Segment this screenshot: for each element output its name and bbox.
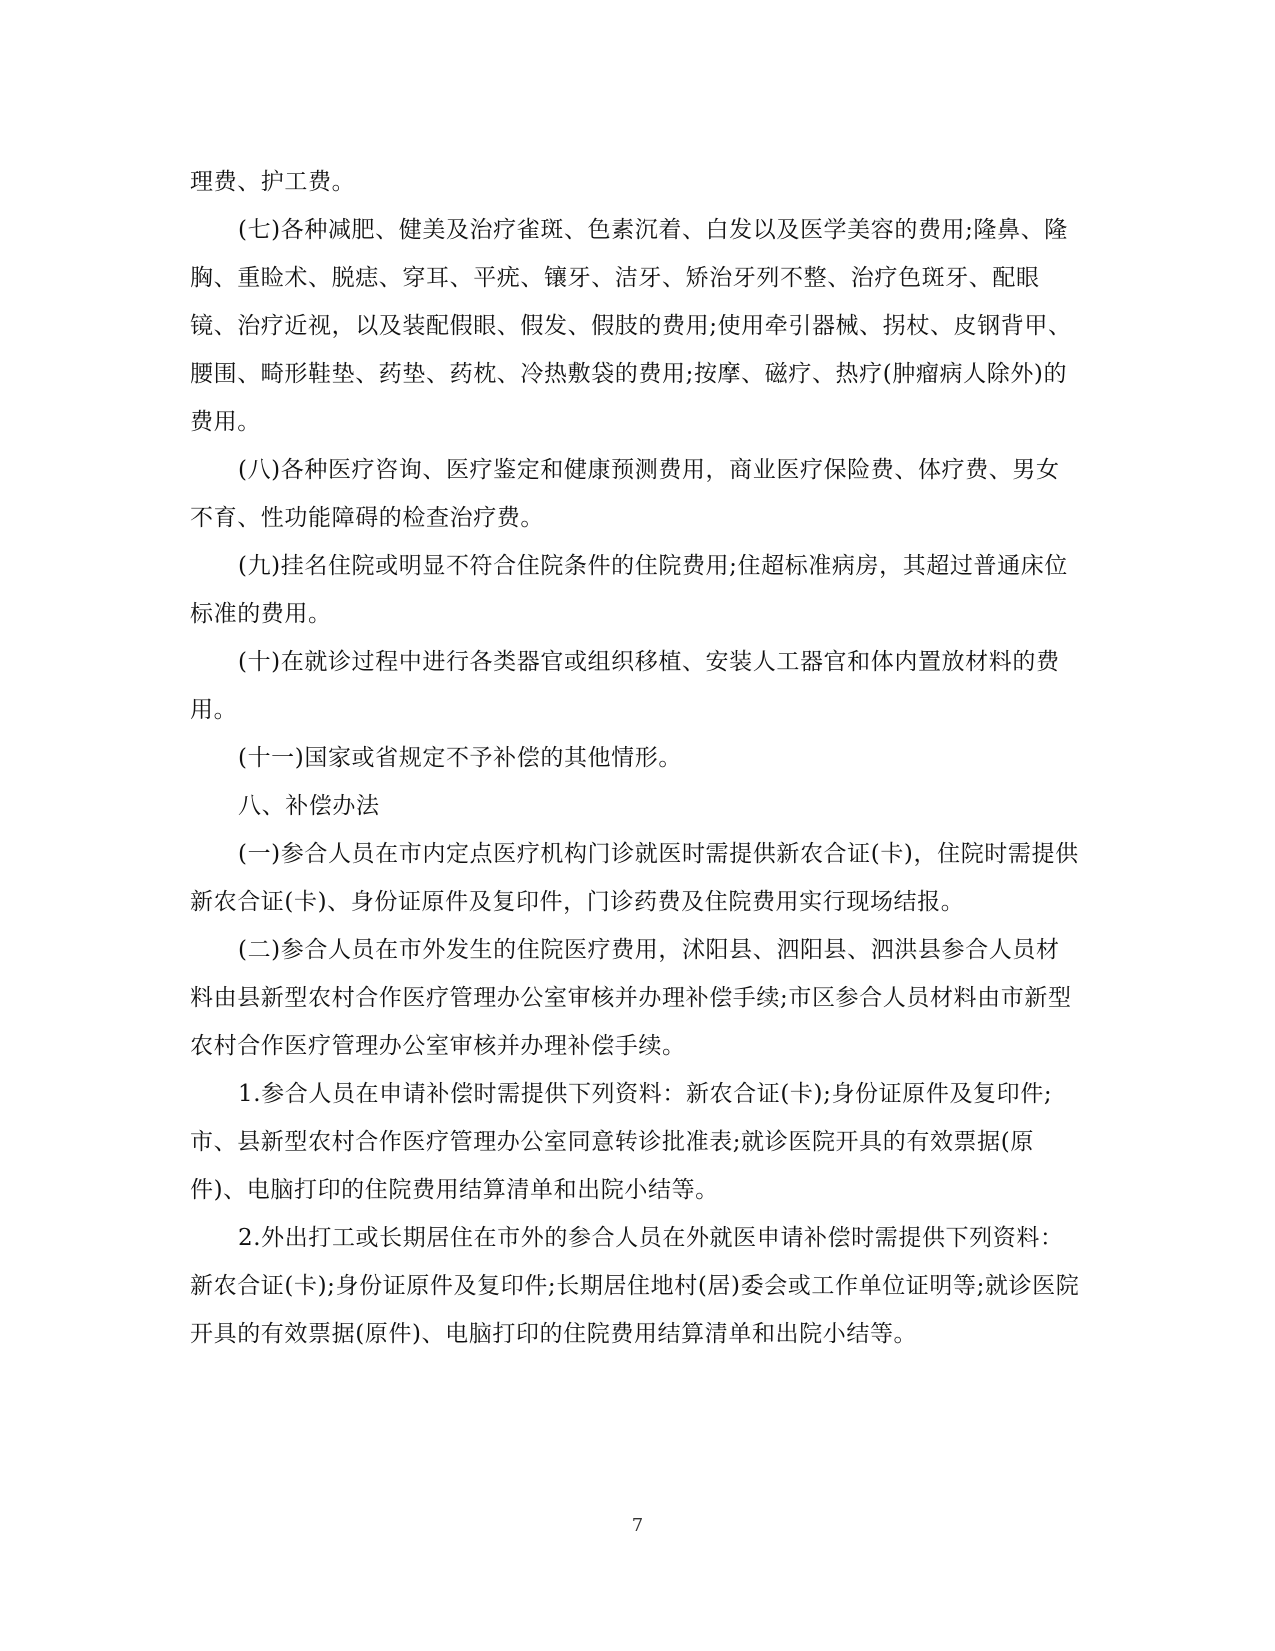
paragraph-comp-2-2: 2.外出打工或长期居住在市外的参合人员在外就医申请补偿时需提供下列资料：新农合证(卡);身份证原件及复印件;长期居住地村(居)委会或工作单位证明等;就诊医院开具的有效票据(原件)、电脑打印的住院费用结算清单和出院小结等。	[190, 1225, 1080, 1347]
paragraph-item-10: (十)在就诊过程中进行各类器官或组织移植、安装人工器官和体内置放材料的费用。	[190, 649, 1060, 723]
paragraph-item-11: (十一)国家或省规定不予补偿的其他情形。	[238, 745, 682, 771]
paragraph-comp-1: (一)参合人员在市内定点医疗机构门诊就医时需提供新农合证(卡)，住院时需提供新农合证(卡)、身份证原件及复印件，门诊药费及住院费用实行现场结报。	[190, 841, 1079, 915]
paragraph-item-7: (七)各种减肥、健美及治疗雀斑、色素沉着、白发以及医学美容的费用;隆鼻、隆胸、重睑术、脱痣、穿耳、平疣、镶牙、洁牙、矫治牙列不整、治疗色斑牙、配眼镜、治疗近视，以及装配假眼、假发、假肢的费用;使用牵引器械、拐杖、皮钢背甲、腰围、畸形鞋垫、药垫、药枕、冷热敷袋的费用;按摩、磁疗、热疗(肿瘤病人除外)的费用。	[190, 217, 1072, 435]
paragraph-comp-2: (二)参合人员在市外发生的住院医疗费用，沭阳县、泗阳县、泗洪县参合人员材料由县新型农村合作医疗管理办公室审核并办理补偿手续;市区参合人员材料由市新型农村合作医疗管理办公室审核并办理补偿手续。	[190, 937, 1072, 1059]
paragraph-item-8: (八)各种医疗咨询、医疗鉴定和健康预测费用，商业医疗保险费、体疗费、男女不育、性功能障碍的检查治疗费。	[190, 457, 1060, 531]
paragraph-comp-2-1: 1.参合人员在申请补偿时需提供下列资料：新农合证(卡);身份证原件及复印件;市、县新型农村合作医疗管理办公室同意转诊批准表;就诊医院开具的有效票据(原件)、电脑打印的住院费用结算清单和出院小结等。	[190, 1081, 1053, 1203]
paragraph-continuation: 理费、护工费。	[190, 169, 356, 195]
page-number: 7	[631, 1515, 644, 1536]
section-heading-compensation: 八、补偿办法	[238, 793, 380, 819]
paragraph-item-9: (九)挂名住院或明显不符合住院条件的住院费用;住超标准病房，其超过普通床位标准的费用。	[190, 553, 1068, 627]
document-body	[190, 158, 1080, 1358]
